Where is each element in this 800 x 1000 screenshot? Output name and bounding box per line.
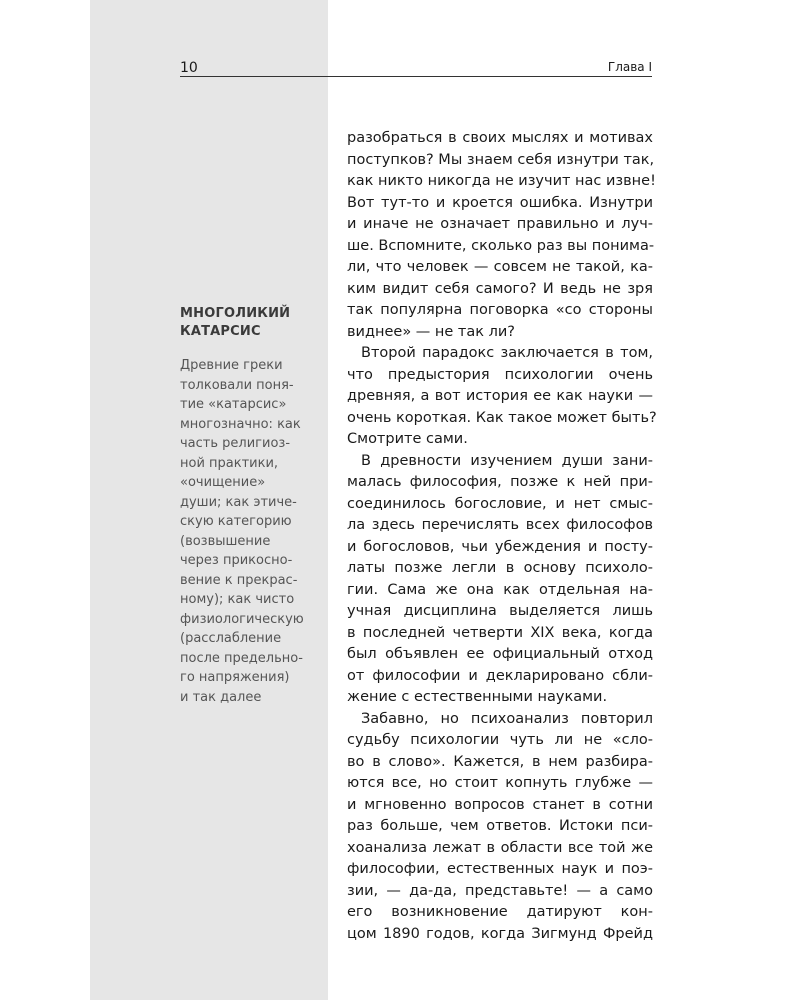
text-line: жение с естественными науками.	[347, 689, 608, 705]
sidebar-text-line: тие «катарсис»	[180, 397, 287, 412]
text-line: что предыстория психологии очень	[347, 366, 653, 383]
text-line: древняя, а вот история ее как науки —	[347, 388, 653, 404]
sidebar-text-line: ному); как чисто	[180, 592, 295, 607]
text-line: философии, естественных наук и поэ-	[347, 861, 653, 877]
sidebar-text-line: (возвышение	[180, 533, 271, 549]
sidebar-text-line: вение к прекрас-	[180, 572, 298, 588]
text-line: раз больше, чем ответов. Истоки пси-	[347, 818, 653, 834]
text-line: поступков? Мы знаем себя изнутри так,	[347, 151, 655, 168]
text-line: и богословов, чьи убеждения и посту-	[347, 538, 653, 555]
sidebar-text-line: (расслабление	[180, 631, 282, 646]
text-line: Вот тут-то и кроется ошибка. Изнутри	[347, 194, 653, 211]
text-line: Второй парадокс заключается в том,	[361, 345, 653, 361]
text-line: был объявлен ее официальный отход	[347, 646, 653, 662]
sidebar-text-line: часть религиоз-	[180, 436, 291, 451]
sidebar-text-line: физиологическую	[180, 611, 304, 627]
text-line: учная дисциплина выделяется лишь	[347, 603, 653, 619]
sidebar-text-line: души; как этиче-	[180, 494, 297, 510]
text-line: от философии и декларировано сбли-	[347, 667, 653, 684]
sidebar-text-line: скую категорию	[180, 514, 292, 529]
text-line: хоанализа лежат в области все той же	[347, 839, 653, 856]
text-line: ла здесь перечислять всех философов	[347, 517, 653, 533]
page-number: 10	[180, 60, 198, 76]
header-rule	[180, 76, 652, 77]
sidebar-text-line: через прикосно-	[180, 553, 293, 568]
chapter-title: Глава I	[607, 60, 652, 74]
sidebar-text-line: после предельно-	[180, 650, 303, 666]
main-text	[347, 128, 655, 945]
text-line: очень короткая. Как такое может быть?	[347, 409, 657, 426]
sidebar-title	[180, 305, 320, 341]
text-line: судьбу психологии чуть ли не «сло-	[347, 732, 653, 748]
sidebar-text-line: ной практики,	[180, 455, 279, 471]
text-line: разобраться в своих мыслях и мотивах	[347, 130, 653, 146]
sidebar-text-line: и так далее	[180, 689, 262, 705]
sidebar-text-line: толковали поня-	[180, 377, 294, 393]
text-line: ким видит себя самого? И ведь не зря	[347, 280, 653, 297]
text-line: Забавно, но психоанализ повторил	[361, 710, 653, 727]
sidebar-title-line: МНОГОЛИКИЙ	[180, 306, 291, 321]
text-line: ше. Вспомните, сколько раз вы понима-	[347, 237, 655, 254]
text-line: соединилось богословие, и нет смыс-	[347, 495, 653, 512]
text-line: его возникновение датируют кон-	[347, 904, 653, 920]
text-line: виднее» — не так ли?	[347, 323, 516, 340]
text-line: так популярна поговорка «со стороны	[347, 302, 653, 318]
sidebar-title-line: КАТАРСИС	[180, 324, 261, 339]
text-line: ли, что человек — совсем не такой, ка-	[347, 259, 653, 275]
sidebar-text	[180, 356, 325, 707]
text-line: зии, — да-да, представьте! — а само	[347, 882, 653, 899]
text-line: гии. Сама же она как отдельная на-	[347, 581, 653, 598]
text-line: ются все, но стоит копнуть глубже —	[347, 775, 653, 791]
text-line: как никто никогда не изучит нас извне!	[347, 173, 656, 189]
text-line: цом 1890 годов, когда Зигмунд Фрейд	[347, 925, 653, 942]
sidebar-text-line: го напряжения)	[180, 670, 290, 685]
text-line: латы позже легли в основу психоло-	[347, 560, 653, 576]
text-line: В древности изучением души зани-	[361, 452, 653, 469]
sidebar-text-line: «очищение»	[180, 475, 266, 490]
text-line: малась философия, позже к ней при-	[347, 474, 653, 490]
text-line: Смотрите сами.	[347, 431, 468, 447]
sidebar-text-line: Древние греки	[180, 358, 283, 373]
text-line: и мгновенно вопросов станет в сотни	[347, 796, 653, 813]
sidebar-text-line: многозначно: как	[180, 416, 301, 432]
text-line: во в слово». Кажется, в нем разбира-	[347, 753, 653, 770]
text-line: в последней четверти XIX века, когда	[347, 624, 653, 641]
text-line: и иначе не означает правильно и луч-	[347, 216, 653, 232]
